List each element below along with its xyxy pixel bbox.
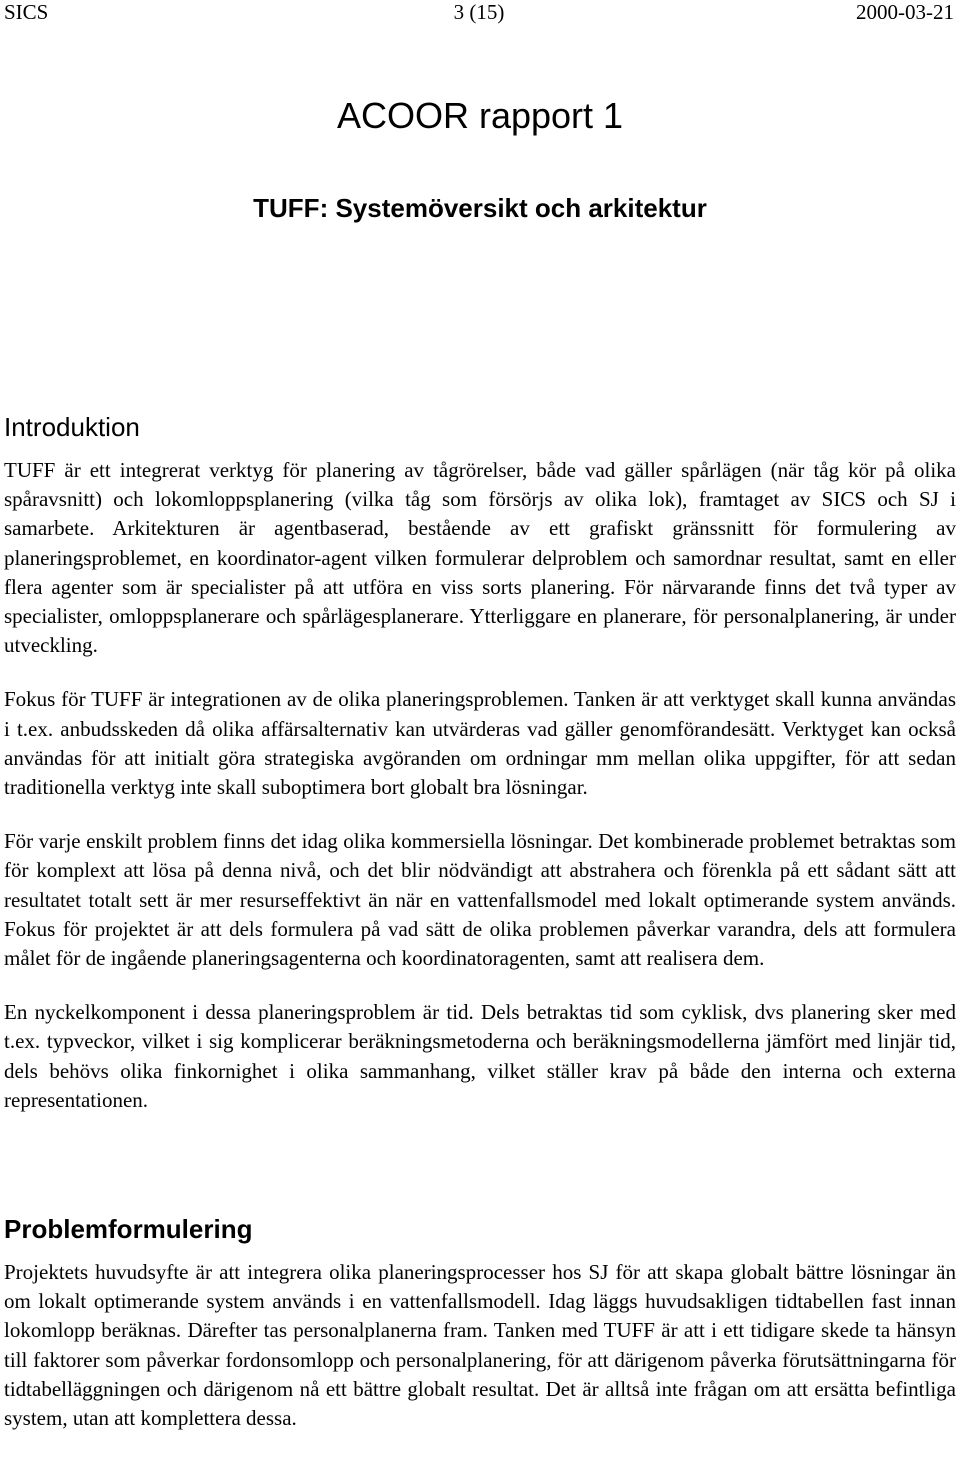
paragraph: Projektets huvudsyfte är att integrera olika planeringsprocesser hos SJ för att skapa globalt bättre lösningar än om lokalt optimerande system används i en vattenfallsmodell. Idag läggs huvudsakligen tidtabellen fast innan lokomlopp beräknas. Därefter tas personalplanerna fram. Tanken med TUFF är att i ett tidigare skede ta hänsyn till faktorer som påverkar fordonsomlopp och personalplanering, för att därigenom påverka förutsättningarna för tidtabelläggningen och därigenom nå ett bättre globalt resultat. Det är alltså inte frågan om att ersätta befintliga system, utan att komplettera dessa. [4, 1260, 956, 1431]
paragraph: Fokus för TUFF är integrationen av de olika planeringsproblemen. Tanken är att verktyget skall kunna användas i t.ex. anbudsskeden då olika affärsalternativ kan utvärderas vad gäller genomförandesätt. Verktyget kan också användas för att initialt göra strategiska avgöranden om ordningar mm mellan olika uppgifter, för att sedan traditionella verktyg inte skall suboptimera bort globalt bra lösningar. [4, 687, 956, 800]
header-page-number: 3 (15) [453, 0, 505, 24]
paragraph: En nyckelkomponent i dessa planeringsproblem är tid. Dels betraktas tid som cyklisk, dvs planering sker med t.ex. typveckor, vilket i sig komplicerar beräkningsmetoderna och beräkningsmodellerna jämfört med linjär tid, dels behövs olika finkornighet i olika sammanhang, vilket ställer krav på både den interna och externa representationen. [4, 1000, 956, 1112]
section-heading: Introduktion [4, 412, 140, 442]
header-organization: SICS [4, 0, 49, 24]
paragraph: TUFF är ett integrerat verktyg för planering av tågrörelser, både vad gäller spårlägen (när tåg kör på olika spåravsnitt) och lokomloppsplanering (vilka tåg som försörjs av olika lok), framtaget av SICS och SJ i samarbete. Arkitekturen är agentbaserad, bestående av ett grafiskt gränssnitt för formulering av planeringsproblemet, en koordinator-agent vilken formulerar delproblem och samordnar resultat, samt en eller flera agenter som är specialister på att utföra en viss sorts planering. För närvarande finns det två typer av specialister, omloppsplanerare och spårlägesplanerare. Ytterliggare en planerare, för personalplanering, är under utveckling. [4, 458, 956, 658]
running-header [4, 0, 954, 26]
section-problemformulering [4, 1212, 956, 1433]
paragraph: För varje enskilt problem finns det idag olika kommersiella lösningar. Det kombinerade problemet betraktas som för komplext att lösa på denna nivå, och det blir nödvändigt att abstrahera och förenkla på ett sådant sätt att resultatet totalt sett är mer resurseffektivt än när en vattenfallsmodel med lokalt optimerande system används. Fokus för projektet är att dels formulera på vad sätt de olika problemen påverkar varandra, dels att formulera målet för de ingående planeringsagenterna och koordinatoragenten, samt att realisera dem. [4, 829, 956, 971]
header-date: 2000-03-21 [856, 0, 954, 24]
document-subtitle: TUFF: Systemöversikt och arkitektur [253, 193, 707, 223]
section-heading: Problemformulering [4, 1214, 253, 1244]
document-title: ACOOR rapport 1 [336, 95, 624, 136]
section-introduktion [4, 410, 956, 1115]
